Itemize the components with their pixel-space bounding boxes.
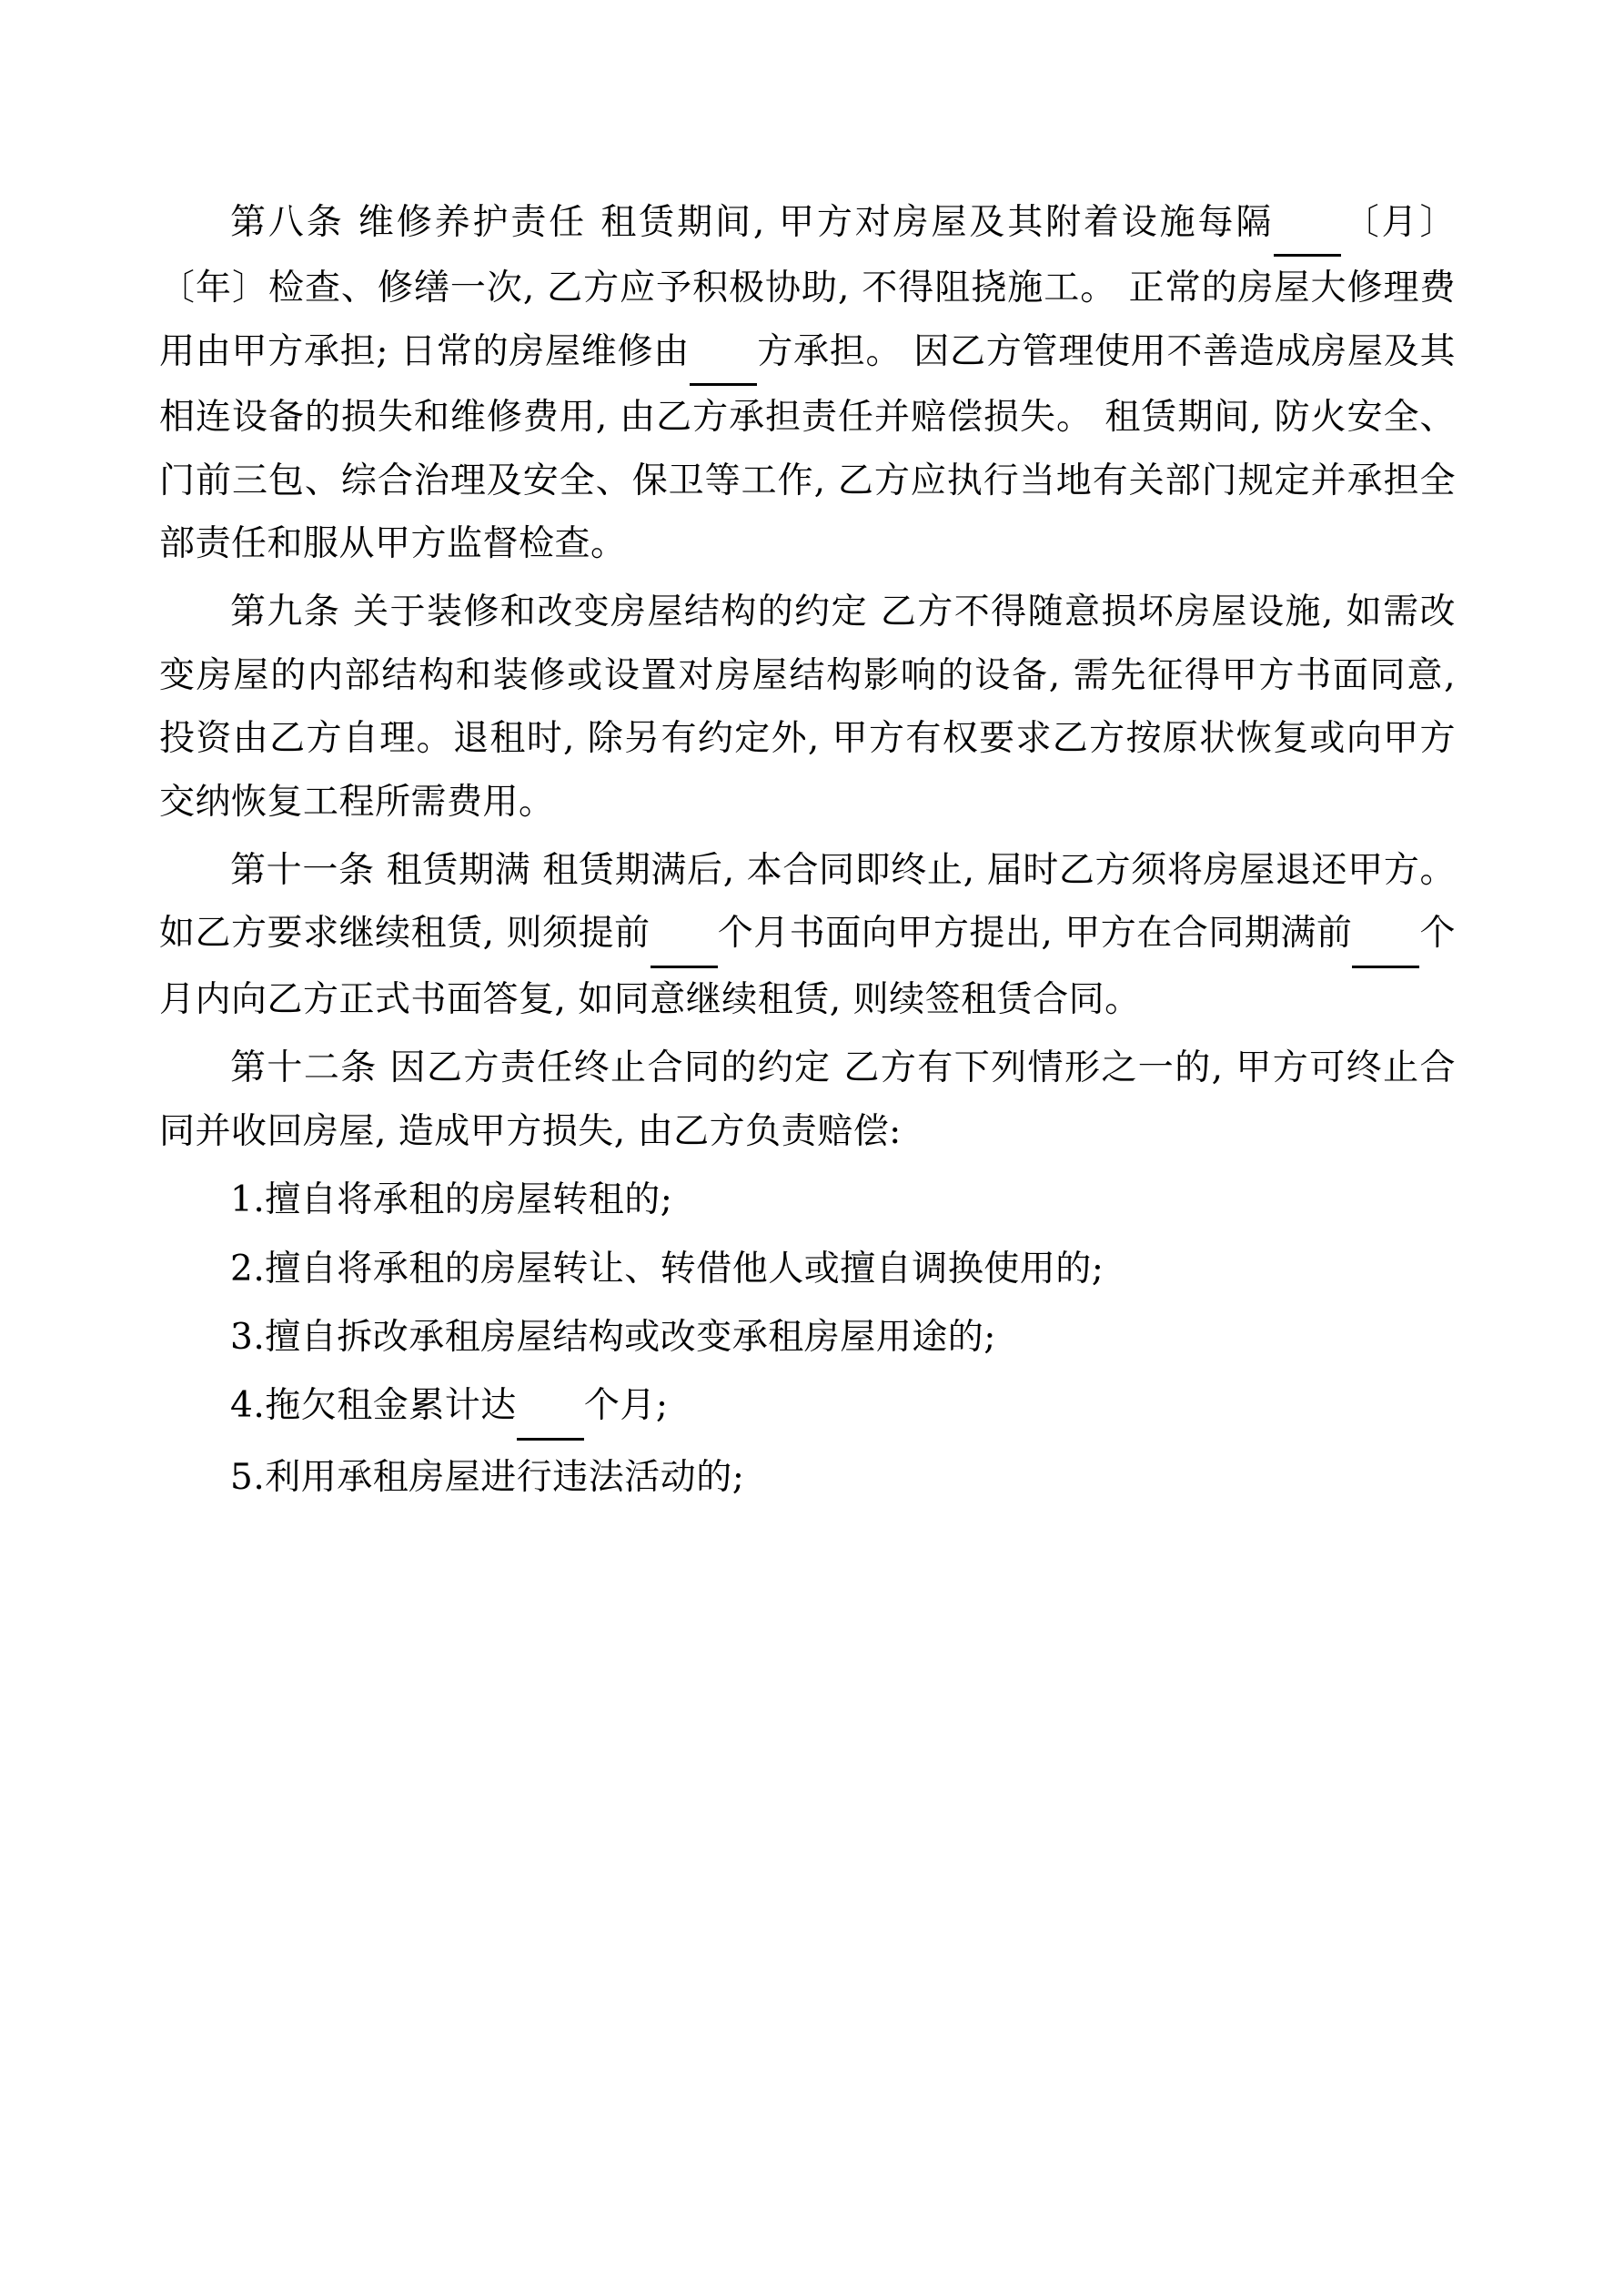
paragraph-article-12 (159, 1037, 1456, 1163)
paragraph-text: 5.利用承租房屋进行违法活动的; (230, 1456, 745, 1498)
paragraph-item-5 (159, 1446, 1456, 1509)
paragraph-item-4 (159, 1374, 1456, 1440)
paragraph-text: 第十二条 因乙方责任终止合同的约定 乙方有下列情形之一的, 甲方可终止合同并收回房屋, 造成甲方损失, 由乙方负责赔偿: (159, 1047, 1456, 1152)
paragraph-item-3 (159, 1306, 1456, 1369)
fill-in-blank[interactable] (690, 320, 757, 386)
paragraph-text: 〔月〕〔年〕检查、修缮一次, 乙方应予积极协助, 不得阻挠施工。 正常的房屋大修理费用由甲方承担; 日常的房屋维修由 (159, 202, 1456, 372)
fill-in-blank[interactable] (1274, 191, 1341, 257)
paragraph-text: 方承担。 因乙方管理使用不善造成房屋及其相连设备的损失和维修费用, 由乙方承担责任并赔偿损失。 租赁期间, 防火安全、门前三包、综合治理及安全、保卫等工作, 乙方应执行当地有关部门规定并承担全部责任和服从甲方监督检查。 (159, 330, 1456, 565)
paragraph-text: 个月内向乙方正式书面答复, 如同意继续租赁, 则续签租赁合同。 (159, 913, 1456, 1020)
document-body (159, 191, 1456, 1509)
paragraph-text: 2.擅自将承租的房屋转让、转借他人或擅自调换使用的; (230, 1248, 1105, 1290)
paragraph-article-8 (159, 191, 1456, 575)
paragraph-text: 第十一条 租赁期满 租赁期满后, 本合同即终止, 届时乙方须将房屋退还甲方。如乙方要求继续租赁, 则须提前 (159, 850, 1456, 955)
fill-in-blank[interactable] (517, 1374, 584, 1440)
paragraph-text: 1.擅自将承租的房屋转租的; (230, 1179, 673, 1221)
paragraph-article-11 (159, 839, 1456, 1031)
paragraph-text: 个月书面向甲方提出, 甲方在合同期满前 (717, 913, 1353, 955)
fill-in-blank[interactable] (651, 902, 718, 967)
paragraph-item-1 (159, 1168, 1456, 1231)
paragraph-text: 4.拖欠租金累计达 (230, 1385, 517, 1427)
paragraph-article-9 (159, 581, 1456, 834)
paragraph-text: 第八条 维修养护责任 租赁期间, 甲方对房屋及其附着设施每隔 (230, 202, 1275, 243)
paragraph-text: 3.擅自拆改承租房屋结构或改变承租房屋用途的; (230, 1316, 996, 1358)
fill-in-blank[interactable] (1352, 902, 1419, 967)
paragraph-text: 第九条 关于装修和改变房屋结构的约定 乙方不得随意损坏房屋设施, 如需改变房屋的内部结构和装修或设置对房屋结构影响的设备, 需先征得甲方书面同意, 投资由乙方自理。退租时, 除另有约定外, 甲方有权要求乙方按原状恢复或向甲方交纳恢复工程所需费用。 (159, 592, 1456, 823)
paragraph-text: 个月; (583, 1385, 669, 1427)
paragraph-item-2 (159, 1238, 1456, 1300)
